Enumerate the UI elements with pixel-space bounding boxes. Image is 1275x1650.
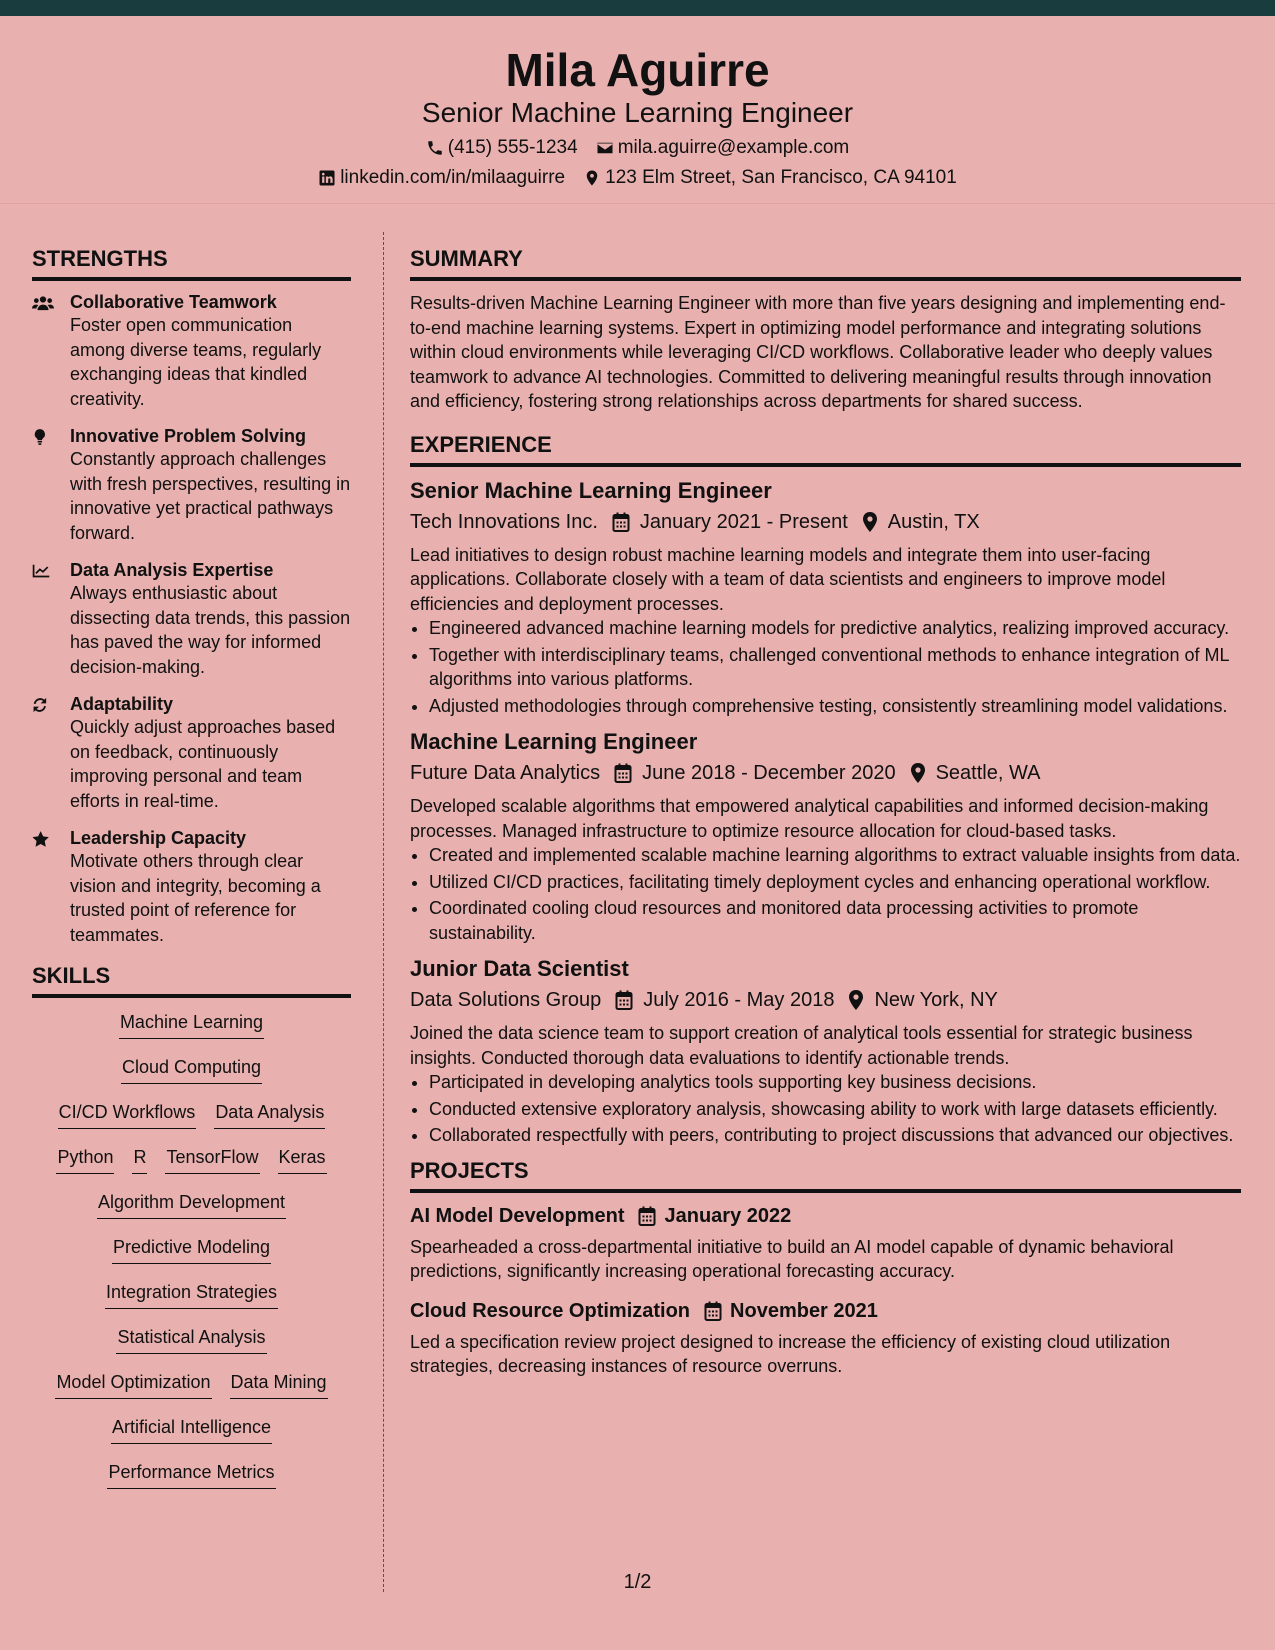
project-header (410, 1298, 1241, 1324)
job-bullet: • Conducted extensive exploratory analysis, showcasing ability to work with large datasets efficiently. (429, 1097, 1241, 1122)
map-pin-icon (848, 990, 864, 1010)
company-name: Future Data Analytics (410, 762, 601, 784)
strength-item (32, 425, 351, 545)
strength-title: Leadership Capacity (70, 828, 247, 848)
linkedin-icon (318, 169, 336, 187)
strength-title: Adaptability (70, 694, 174, 714)
job-bullets (429, 616, 1241, 718)
skill-tag: Python (56, 1143, 114, 1174)
job-location: Seattle, WA (935, 762, 1041, 784)
job-description: Lead initiatives to design robust machine learning models and integrate them into user-facing applications. Collaborate closely with a team of data scientists and engineers to improve model efficiencies and deployment processes. (410, 544, 1166, 614)
job-bullet: • Engineered advanced machine learning models for predictive analytics, realizing improved accuracy. (429, 616, 1241, 641)
skill-tag: Data Analysis (214, 1098, 325, 1129)
skill-tag: Statistical Analysis (116, 1323, 266, 1354)
skill-row (32, 1233, 351, 1278)
skill-tag: Integration Strategies (105, 1278, 278, 1309)
job-meta (410, 987, 1241, 1013)
line-chart-icon (32, 561, 54, 581)
phone-item (426, 136, 578, 160)
phone-icon (426, 139, 444, 157)
top-bar (0, 0, 1275, 16)
skills-list (32, 1008, 351, 1503)
right-column (410, 246, 1241, 1393)
projects-heading: PROJECTS (410, 1158, 1241, 1193)
projects-list (410, 1203, 1241, 1379)
job-bullets (429, 1070, 1241, 1148)
project-date: January 2022 (664, 1204, 792, 1227)
address-item (583, 166, 957, 190)
skill-row (32, 1413, 351, 1458)
summary-text: Results-driven Machine Learning Engineer with more than five years designing and implementing end-to-end machine learning systems. Expert in optimizing model performance and integrating solutions within cloud environments while leveraging CI/CD workflows. Collaborative leader who deeply values teamwork to advance AI technologies. Committed to delivering meaningful results through innovation and efficiency, fostering strong relationships across departments for shared success. (410, 293, 1226, 411)
linkedin-item (318, 166, 565, 190)
skill-tag: CI/CD Workflows (58, 1098, 197, 1129)
page-number: 1/2 (623, 1571, 652, 1593)
job-bullets (429, 843, 1241, 945)
job-bullet: • Adjusted methodologies through comprehensive testing, consistently streamlining model validations. (429, 694, 1241, 719)
job-dates: July 2016 - May 2018 (643, 989, 835, 1011)
job-bullet: • Collaborated respectfully with peers, contributing to project discussions that advanced our objectives. (429, 1123, 1241, 1148)
skill-tag: Model Optimization (55, 1368, 211, 1399)
contact-line-2 (0, 166, 1275, 190)
address-text: 123 Elm Street, San Francisco, CA 94101 (605, 167, 957, 188)
envelope-icon (596, 139, 614, 157)
project-entry (410, 1298, 1241, 1379)
experience-entry (410, 477, 1241, 719)
skill-row (32, 1323, 351, 1368)
candidate-title: Senior Machine Learning Engineer (421, 97, 854, 128)
experience-list (410, 477, 1241, 1148)
skill-row (32, 1098, 351, 1143)
skill-row (32, 1458, 351, 1503)
skill-tag: R (132, 1143, 147, 1174)
experience-entry (410, 955, 1241, 1148)
skill-tag: Performance Metrics (107, 1458, 275, 1489)
experience-entry (410, 728, 1241, 945)
job-meta (410, 760, 1241, 786)
skill-tag: Predictive Modeling (112, 1233, 271, 1264)
job-bullet: • Utilized CI/CD practices, facilitating timely deployment cycles and enhancing operational workflow. (429, 870, 1241, 895)
email-link[interactable]: mila.aguirre@example.com (617, 137, 850, 158)
project-date: November 2021 (730, 1299, 878, 1322)
calendar-icon (614, 763, 632, 783)
skill-tag: Cloud Computing (121, 1053, 262, 1084)
map-pin-icon (862, 512, 878, 532)
skill-row (32, 1188, 351, 1233)
candidate-name: Mila Aguirre (505, 44, 770, 96)
job-dates: January 2021 - Present (639, 510, 848, 533)
job-description: Developed scalable algorithms that empowered analytical capabilities and informed decision-making processes. Managed infrastructure to optimize resource allocation for cloud-based tasks. (410, 796, 1209, 841)
resume-header (0, 16, 1275, 204)
calendar-icon (638, 1206, 656, 1226)
strength-desc: Constantly approach challenges with fresh perspectives, resulting in innovative yet practical pathways forward. (70, 449, 351, 543)
job-bullet: • Together with interdisciplinary teams, challenged conventional methods to enhance integration of ML algorithms into various platforms. (429, 643, 1241, 692)
job-description: Joined the data science team to support creation of analytical tools essential for strategic business insights. Conducted thorough data evaluations to identify actionable trends. (410, 1023, 1193, 1068)
strength-title: Data Analysis Expertise (70, 560, 274, 580)
project-description: Spearheaded a cross-departmental initiative to build an AI model capable of dynamic behavioral predictions, significantly increasing operational forecasting accuracy. (410, 1236, 1174, 1281)
skill-tag: Algorithm Development (97, 1188, 286, 1219)
experience-heading: EXPERIENCE (410, 432, 1241, 467)
strength-desc: Quickly adjust approaches based on feedback, continuously improving personal and team efforts in real-time. (70, 717, 336, 811)
company-name: Data Solutions Group (410, 989, 602, 1011)
strength-item (32, 827, 351, 947)
job-title: Senior Machine Learning Engineer (410, 477, 772, 503)
phone-text: (415) 555-1234 (447, 137, 578, 158)
strength-desc: Foster open communication among diverse teams, regularly exchanging ideas that kindled creativity. (70, 315, 322, 409)
skill-row (32, 1143, 351, 1188)
job-bullet: • Participated in developing analytics tools supporting key business decisions. (429, 1070, 1241, 1095)
job-meta (410, 509, 1241, 535)
calendar-icon (704, 1301, 722, 1321)
skill-tag: Machine Learning (119, 1008, 264, 1039)
skill-row (32, 1008, 351, 1053)
project-description: Led a specification review project designed to increase the efficiency of existing cloud utilization strategies, decreasing instances of resource overruns. (410, 1331, 1171, 1376)
map-pin-icon (910, 763, 926, 783)
project-title: Cloud Resource Optimization (410, 1299, 691, 1322)
lightbulb-icon (32, 427, 54, 447)
skill-tag: Data Mining (230, 1368, 328, 1399)
skill-row (32, 1278, 351, 1323)
skill-tag: Keras (278, 1143, 327, 1174)
sync-icon (32, 695, 54, 715)
job-title: Junior Data Scientist (410, 956, 629, 981)
strength-desc: Always enthusiastic about dissecting data trends, this passion has paved the way for informed decision-making. (70, 583, 351, 677)
header-divider (0, 203, 1275, 204)
strength-item (32, 559, 351, 679)
strength-title: Innovative Problem Solving (70, 426, 307, 446)
company-name: Tech Innovations Inc. (410, 510, 598, 533)
calendar-icon (615, 990, 633, 1010)
job-bullet: • Created and implemented scalable machine learning algorithms to extract valuable insights from data. (429, 843, 1241, 868)
left-column (32, 246, 351, 1503)
job-bullet: • Coordinated cooling cloud resources and monitored data processing activities to promote sustainability. (429, 896, 1241, 945)
star-icon (32, 829, 54, 849)
calendar-icon (612, 512, 630, 532)
skill-row (32, 1368, 351, 1413)
users-icon (32, 293, 54, 313)
skill-row (32, 1053, 351, 1098)
column-divider (383, 232, 384, 1592)
job-dates: June 2018 - December 2020 (642, 762, 896, 784)
strength-title: Collaborative Teamwork (70, 292, 277, 312)
linkedin-link[interactable]: linkedin.com/in/milaaguirre (340, 167, 566, 188)
project-entry (410, 1203, 1241, 1284)
email-item (596, 136, 850, 160)
job-location: New York, NY (874, 989, 998, 1011)
strength-desc: Motivate others through clear vision and integrity, becoming a trusted point of reference for teammates. (70, 851, 321, 945)
strengths-heading: STRENGTHS (32, 246, 351, 281)
skills-heading: SKILLS (32, 963, 351, 998)
project-title: AI Model Development (410, 1204, 625, 1227)
summary-heading: SUMMARY (410, 246, 1241, 281)
map-pin-icon (583, 169, 601, 187)
job-title: Machine Learning Engineer (410, 729, 698, 754)
skill-tag: TensorFlow (165, 1143, 259, 1174)
strength-item (32, 693, 351, 813)
contact-line-1 (0, 136, 1275, 160)
skill-tag: Artificial Intelligence (111, 1413, 272, 1444)
project-header (410, 1203, 1241, 1229)
strength-item (32, 291, 351, 411)
job-location: Austin, TX (887, 510, 980, 533)
